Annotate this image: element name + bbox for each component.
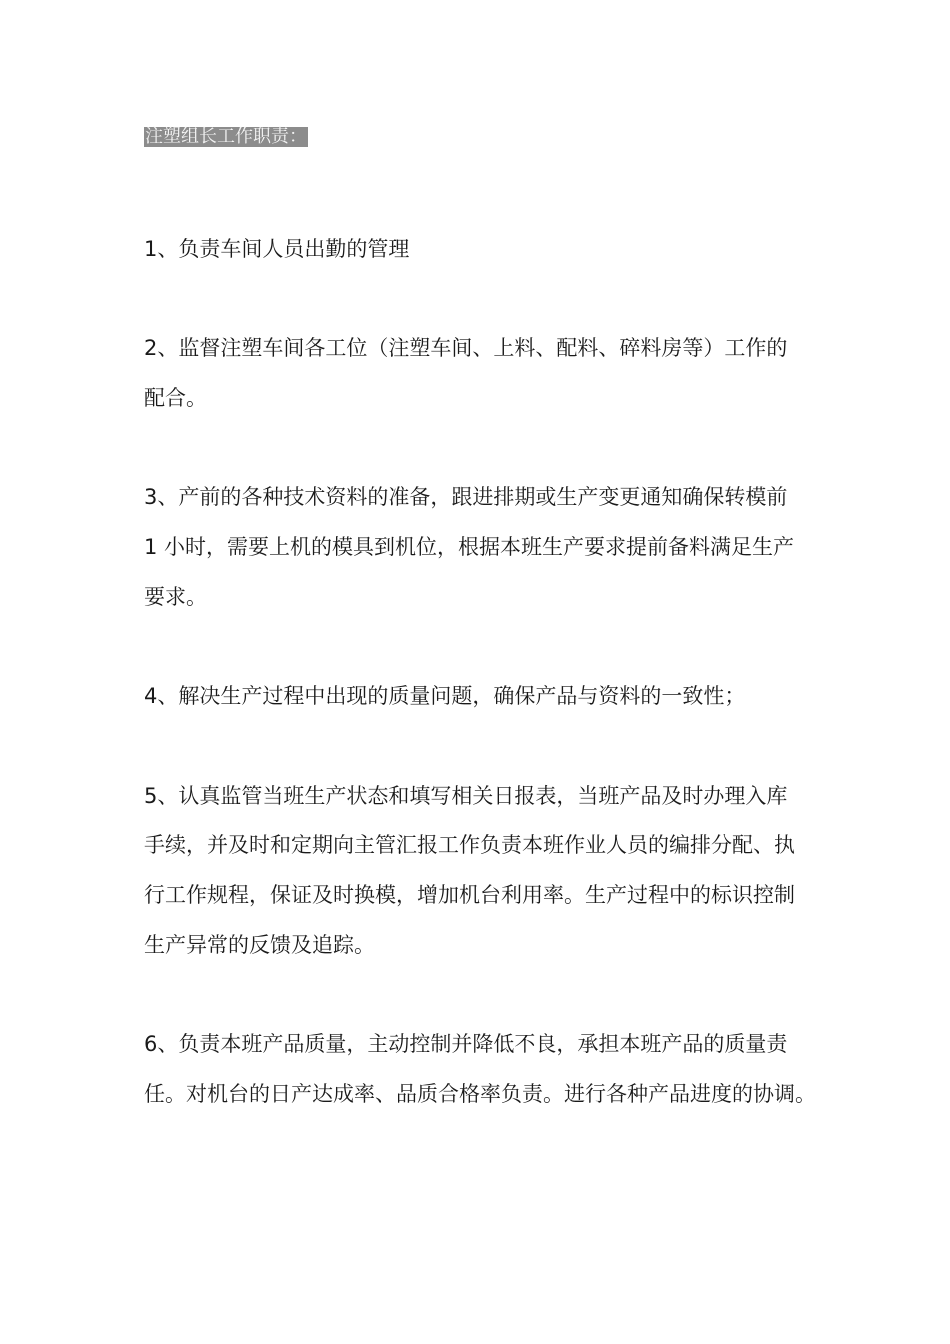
paragraph-line: 1 小时，需要上机的模具到机位，根据本班生产要求提前备料满足生产 <box>144 535 795 560</box>
duty-item-6 <box>144 1020 844 1119</box>
paragraph-line: 要求。 <box>144 584 207 609</box>
paragraph-line: 配合。 <box>144 386 207 411</box>
paragraph-line: 1、负责车间人员出勤的管理 <box>144 237 410 261</box>
duty-item-4 <box>144 672 844 722</box>
paragraph-line: 生产异常的反馈及追踪。 <box>144 932 375 957</box>
document-body <box>144 225 844 1169</box>
paragraph-line: 任。对机台的日产达成率、品质合格率负责。进行各种产品进度的协调。 <box>144 1081 816 1106</box>
paragraph-line: 行工作规程，保证及时换模，增加机台利用率。生产过程中的标识控制 <box>144 882 795 907</box>
document-title: 注塑组长工作职责： <box>145 126 307 147</box>
paragraph-line: 5、认真监管当班生产状态和填写相关日报表，当班产品及时办理入库 <box>144 783 788 808</box>
duty-item-5 <box>144 772 844 971</box>
paragraph-line: 4、解决生产过程中出现的质量问题，确保产品与资料的一致性； <box>144 684 746 709</box>
paragraph-line: 2、监督注塑车间各工位（注塑车间、上料、配料、碎料房等）工作的 <box>144 336 788 361</box>
duty-item-3 <box>144 473 844 622</box>
duty-item-2 <box>144 324 844 423</box>
paragraph-line: 6、负责本班产品质量，主动控制并降低不良，承担本班产品的质量责 <box>144 1032 788 1056</box>
paragraph-line: 3、产前的各种技术资料的准备，跟进排期或生产变更通知确保转模前 <box>144 485 788 510</box>
duty-item-1 <box>144 225 844 275</box>
paragraph-line: 手续，并及时和定期向主管汇报工作负责本班作业人员的编排分配、执 <box>144 833 795 858</box>
